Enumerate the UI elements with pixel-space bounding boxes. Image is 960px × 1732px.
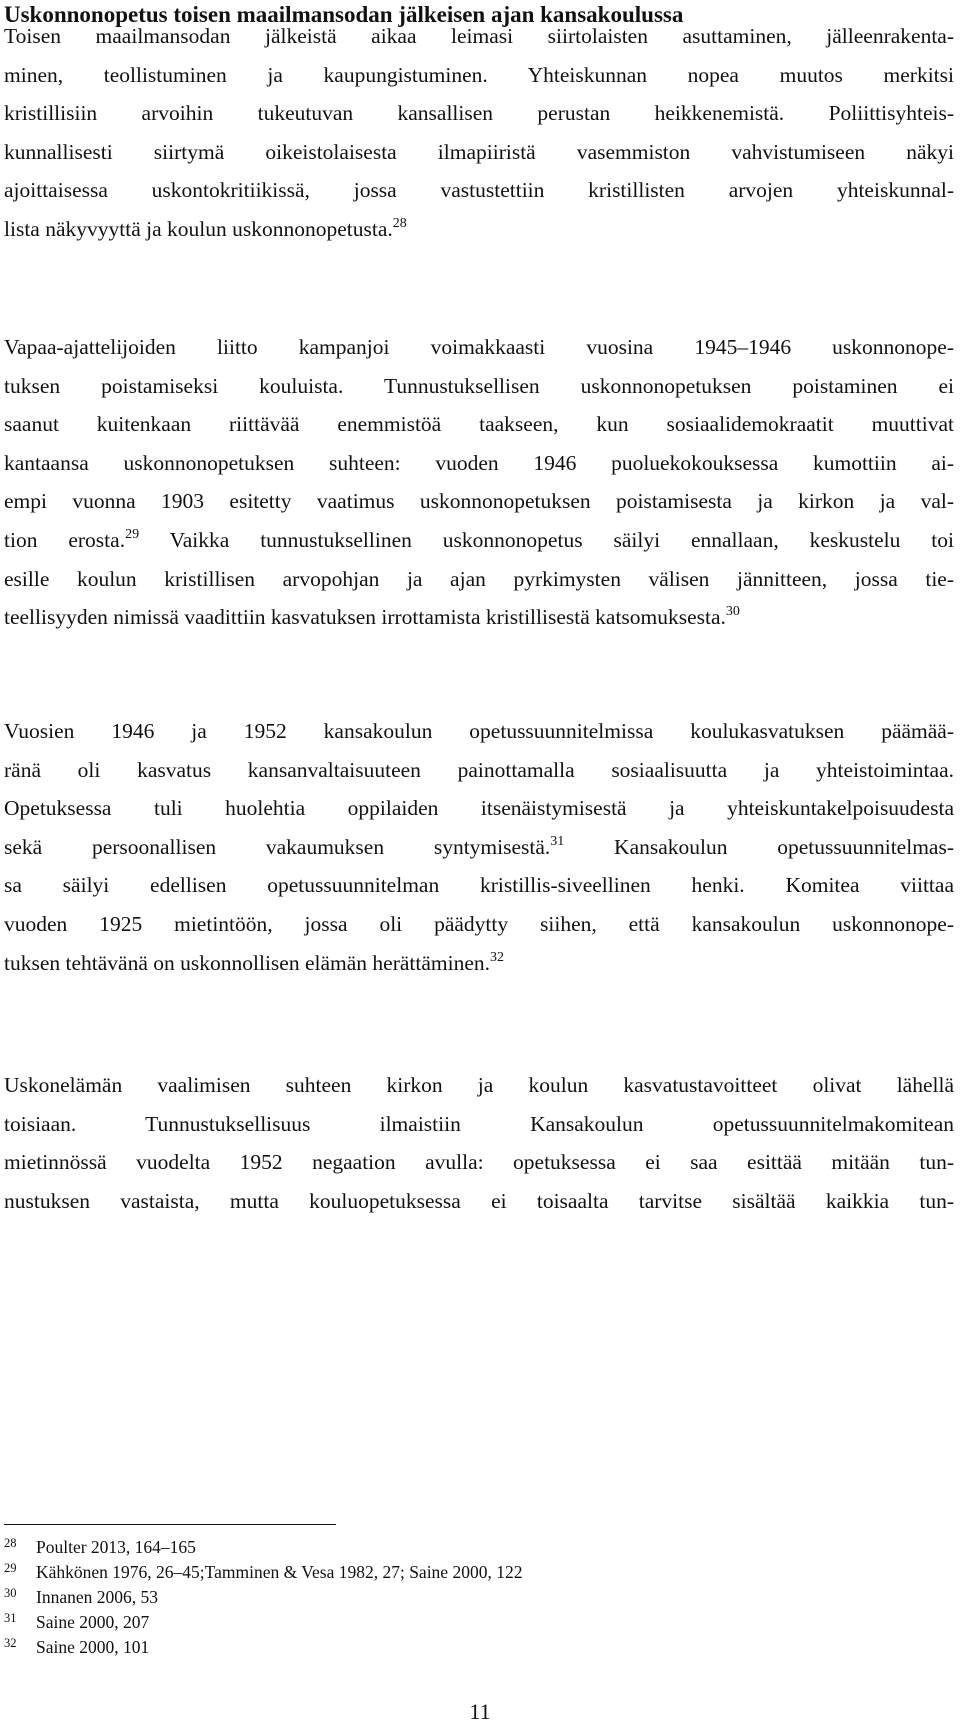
line-text: Opetuksessa tuli huolehtia oppilaiden itsenäistymisestä ja yhteiskuntakelpoisuudesta (4, 796, 954, 821)
footnote-reference[interactable]: 29 (125, 527, 140, 542)
text-line (4, 794, 954, 822)
line-text: lista näkyvyyttä ja koulun uskonnonopetusta. (4, 217, 393, 241)
text-line (4, 215, 954, 243)
text-line (4, 871, 954, 899)
text-line (4, 717, 954, 745)
line-text: kristillisiin arvoihin tukeutuvan kansallisen perustan heikkenemistä. Poliittisyhteis- (4, 101, 954, 126)
line-text: nustuksen vastaista, mutta kouluopetuksessa ei toisaalta tarvitse sisältää kaikkia tun- (4, 1188, 954, 1213)
footnote-item: 29 Kähkönen 1976, 26–45;Tamminen & Vesa 1982, 27; Saine 2000, 122 (4, 1561, 523, 1582)
line-text: esille koulun kristillisen arvopohjan ja ajan pyrkimysten välisen jännitteen, jossa tie- (4, 566, 954, 591)
line-text: mietinnössä vuodelta 1952 negaation avulla: opetuksessa ei saa esittää mitään tun- (4, 1150, 954, 1175)
text-line (4, 526, 954, 554)
footnote-text: Saine 2000, 207 (36, 1612, 150, 1632)
footnote-reference[interactable]: 31 (550, 833, 565, 849)
line-text-continued: Vaikka tunnustuksellinen uskonnonopetus säilyi ennallaan, keskustelu toi (139, 528, 954, 552)
line-text: tuksen poistamiseksi kouluista. Tunnustuksellisen uskonnonopetuksen poistaminen ei (4, 373, 954, 398)
text-line (4, 138, 954, 166)
text-line (4, 22, 954, 50)
footnote-text: Poulter 2013, 164–165 (36, 1537, 196, 1557)
text-line (4, 603, 954, 631)
text-line (4, 949, 954, 977)
line-text: minen, teollistuminen ja kaupungistuminen. Yhteiskunnan nopea muutos merkitsi (4, 62, 954, 87)
line-text: kantaansa uskonnonopetuksen suhteen: vuoden 1946 puoluekokouksessa kumottiin ai- (4, 450, 954, 475)
page-number: 11 (469, 1699, 491, 1724)
line-text: empi vuonna 1903 esitetty vaatimus uskonnonopetuksen poistamisesta ja kirkon ja val- (4, 489, 954, 514)
text-line (4, 449, 954, 477)
line-text: tuksen tehtävänä on uskonnollisen elämän herättäminen. (4, 950, 490, 975)
text-line (4, 372, 954, 400)
line-text: teellisyyden nimissä vaadittiin kasvatuksen irrottamista kristillisestä katsomuksesta. (4, 605, 726, 630)
footnote-text: Saine 2000, 101 (36, 1637, 150, 1657)
text-line (4, 910, 954, 938)
line-text: saanut kuitenkaan riittävää enemmistöä taakseen, kun sosiaalidemokraatit muuttivat (4, 412, 954, 437)
line-text: kunnallisesti siirtymä oikeistolaisesta ilmapiiristä vasemmiston vahvistumiseen näkyi (4, 139, 954, 164)
footnote-item: 31 Saine 2000, 207 (4, 1611, 150, 1632)
text-line (4, 833, 954, 861)
footnote-reference[interactable]: 30 (725, 604, 740, 620)
line-text: tion erosta. (4, 528, 126, 552)
line-text: Vuosien 1946 ja 1952 kansakoulun opetussuunnitelmissa koulukasvatuksen päämää- (4, 719, 954, 743)
footnote-item: 30 Innanen 2006, 53 (4, 1586, 158, 1607)
text-line (4, 1148, 954, 1176)
text-line (4, 410, 954, 438)
text-line (4, 756, 954, 784)
footnote-item: 28 Poulter 2013, 164–165 (4, 1536, 196, 1557)
line-text: ajoittaisessa uskontokritiikissä, jossa vastustettiin kristillisten arvojen yhteiskunnal- (4, 178, 954, 203)
footnote-item: 32 Saine 2000, 101 (4, 1636, 150, 1657)
line-text: Vapaa-ajattelijoiden liitto kampanjoi voimakkaasti vuosina 1945–1946 uskonnonope- (4, 335, 954, 359)
footnote-reference[interactable]: 32 (490, 949, 504, 965)
text-line (4, 99, 954, 127)
line-text: ränä oli kasvatus kansanvaltaisuuteen painottamalla sosiaalisuutta ja yhteistoimintaa. (4, 757, 954, 782)
text-line (4, 1187, 954, 1215)
text-line (4, 61, 954, 89)
text-line (4, 333, 954, 361)
footnote-text: Kähkönen 1976, 26–45;Tamminen & Vesa 1982, 27; Saine 2000, 122 (36, 1562, 523, 1582)
line-text: sekä persoonallisen vakaumuksen syntymisestä. (4, 834, 551, 859)
footnote-reference[interactable]: 28 (392, 216, 407, 231)
section-heading: Uskonnonopetus toisen maailmansodan jälkeisen ajan kansakoulussa (4, 2, 684, 27)
text-line (4, 176, 954, 204)
line-text-continued: Kansakoulun opetussuunnitelmas- (564, 834, 954, 859)
footnote-text: Innanen 2006, 53 (36, 1587, 158, 1607)
line-text: toisiaan. Tunnustuksellisuus ilmaistiin Kansakoulun opetussuunnitelmakomitean (4, 1111, 954, 1136)
text-line (4, 1110, 954, 1138)
line-text: sa säilyi edellisen opetussuunnitelman kristillis-siveellinen henki. Komitea viittaa (4, 873, 954, 898)
text-line (4, 1071, 954, 1099)
line-text: Uskonelämän vaalimisen suhteen kirkon ja koulun kasvatustavoitteet olivat lähellä (4, 1073, 954, 1097)
text-line (4, 565, 954, 593)
line-text: vuoden 1925 mietintöön, jossa oli päädytty siihen, että kansakoulun uskonnonope- (4, 912, 954, 936)
line-text: Toisen maailmansodan jälkeistä aikaa leimasi siirtolaisten asuttaminen, jälleenrakenta- (4, 24, 954, 48)
text-line (4, 487, 954, 515)
footnote-separator (4, 1524, 336, 1525)
